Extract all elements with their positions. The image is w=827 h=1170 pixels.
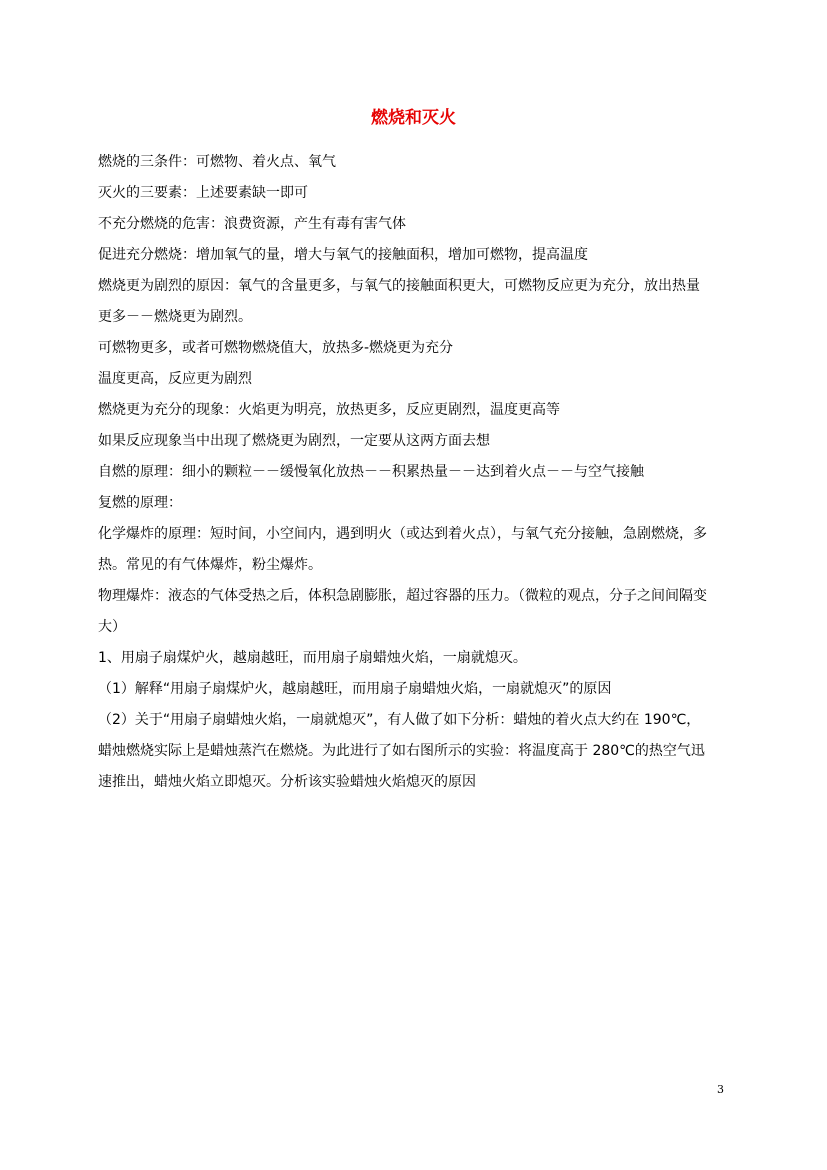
paragraph-extinguishing-elements: 灭火的三要素：上述要素缺一即可 [98, 185, 308, 201]
paragraph-spontaneous-combustion: 自燃的原理：细小的颗粒－－缓慢氧化放热－－积累热量－－达到着火点－－与空气接触 [98, 464, 644, 480]
paragraph-physical-explosion: 物理爆炸：液态的气体受热之后，体积急剧膨胀，超过容器的压力。（微粒的观点，分子之间间隔变 [98, 588, 707, 604]
page-number: 3 [717, 1083, 724, 1096]
paragraph-chemical-explosion: 化学爆炸的原理：短时间，小空间内，遇到明火（或达到着火点），与氧气充分接触，急剧燃烧，多 [98, 526, 707, 542]
question-1: 1、用扇子扇煤炉火，越扇越旺，而用扇子扇蜡烛火焰，一扇就熄灭。 [98, 650, 527, 666]
paragraph-chemical-explosion-cont: 热。常见的有气体爆炸，粉尘爆炸。 [98, 557, 322, 573]
document-body [98, 147, 732, 798]
question-1-part-2-end: 速推出，蜡烛火焰立即熄灭。分析该实验蜡烛火焰熄灭的原因 [98, 774, 476, 790]
question-1-part-2: （2）关于“用扇子扇蜡烛火焰，一扇就熄灭”，有人做了如下分析：蜡烛的着火点大约在 190℃， [98, 712, 701, 728]
paragraph-combustion-conditions: 燃烧的三条件：可燃物、着火点、氧气 [98, 154, 336, 170]
page-title: 燃烧和灭火 [371, 108, 456, 128]
question-1-part-1: （1）解释“用扇子扇煤炉火，越扇越旺，而用扇子扇蜡烛火焰，一扇就熄灭”的原因 [98, 681, 612, 697]
paragraph-promote-combustion: 促进充分燃烧：增加氧气的量，增大与氧气的接触面积，增加可燃物，提高温度 [98, 247, 588, 263]
question-1-part-2-cont: 蜡烛燃烧实际上是蜡烛蒸汽在燃烧。为此进行了如右图所示的实验：将温度高于 280℃的热空气迅 [98, 743, 705, 759]
paragraph-intense-combustion-reason-cont: 更多－－燃烧更为剧烈。 [98, 309, 252, 325]
paragraph-intense-combustion-reason: 燃烧更为剧烈的原因：氧气的含量更多，与氧气的接触面积更大，可燃物反应更为充分，放出热量 [98, 278, 700, 294]
paragraph-reignition: 复燃的原理： [98, 495, 182, 511]
paragraph-higher-temperature: 温度更高，反应更为剧烈 [98, 371, 252, 387]
paragraph-incomplete-combustion: 不充分燃烧的危害：浪费资源，产生有毒有害气体 [98, 216, 406, 232]
paragraph-more-fuel: 可燃物更多，或者可燃物燃烧值大，放热多-燃烧更为充分 [98, 340, 454, 356]
paragraph-think-both-aspects: 如果反应现象当中出现了燃烧更为剧烈，一定要从这两方面去想 [98, 433, 490, 449]
paragraph-full-combustion-phenomena: 燃烧更为充分的现象：火焰更为明亮，放热更多，反应更剧烈，温度更高等 [98, 402, 560, 418]
paragraph-physical-explosion-cont: 大） [98, 619, 126, 635]
